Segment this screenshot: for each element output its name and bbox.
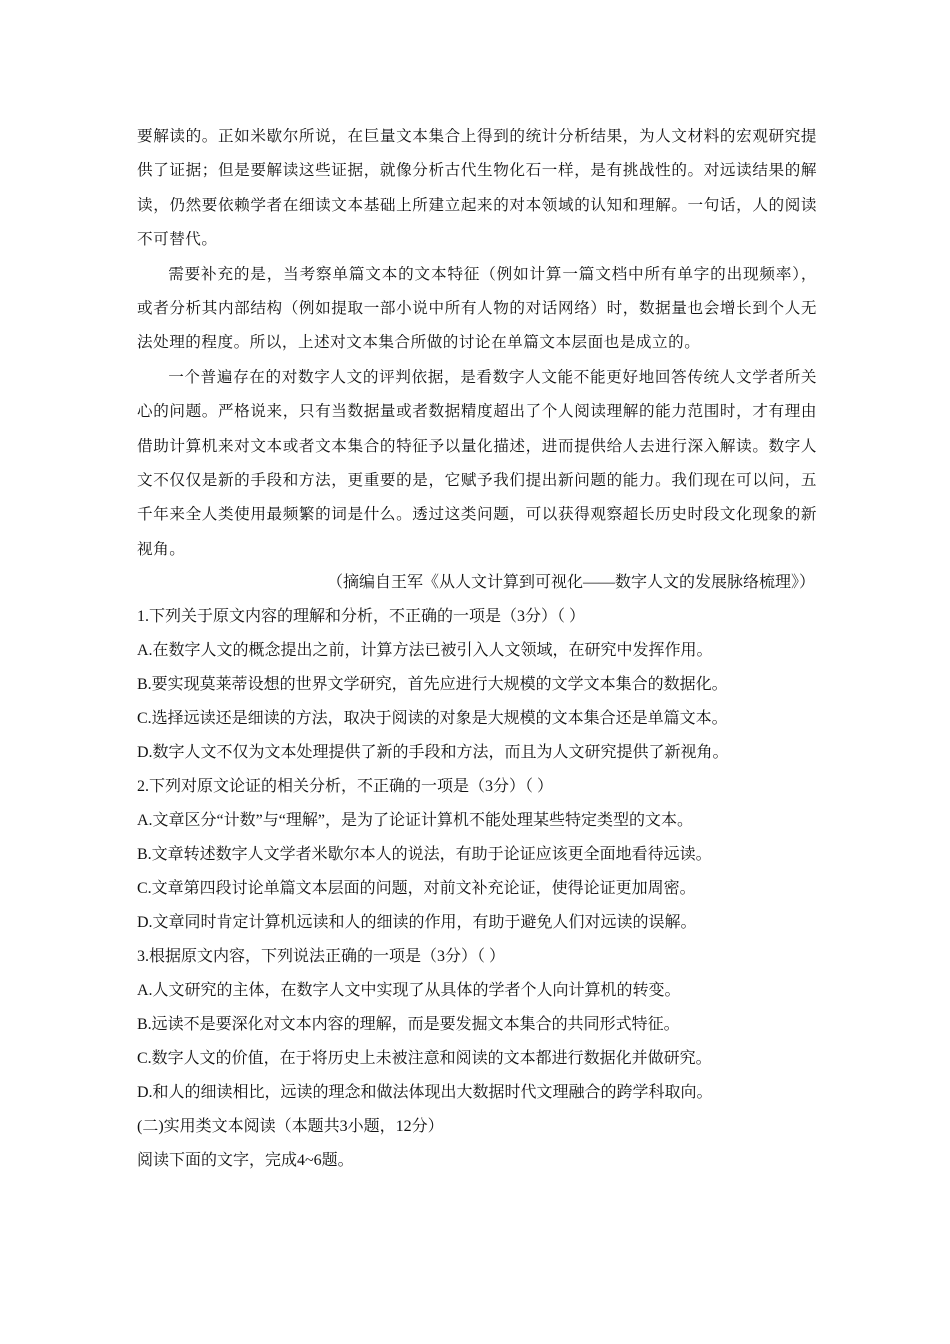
question-3 [137,940,817,1110]
question-list [137,600,817,1178]
question-option-d: D.数字人文不仅为文本处理提供了新的手段和方法，而且为人文研究提供了新视角。 [137,744,729,762]
question-stem: 3.根据原文内容，下列说法正确的一项是（3分）（ ） [137,948,506,966]
section-heading: (二)实用类文本阅读（本题共3小题，12分） [137,1118,444,1136]
question-2 [137,770,817,940]
passage-source: （摘编自王军《从人文计算到可视化——数字人文的发展脉络梳理》） [326,574,815,592]
question-option-b: B.文章转述数字人文学者米歇尔本人的说法，有助于论证应该更全面地看待远读。 [137,846,712,864]
question-option-c: C.文章第四段讨论单篇文本层面的问题，对前文补充论证，使得论证更加周密。 [137,880,696,898]
question-option-c: C.数字人文的价值，在于将历史上未被注意和阅读的文本都进行数据化并做研究。 [137,1050,712,1068]
reading-instruction: 阅读下面的文字，完成4~6题。 [137,1152,354,1170]
question-stem: 2.下列对原文论证的相关分析，不正确的一项是（3分）（ ） [137,778,554,796]
passage-paragraph: 要解读的。正如米歇尔所说，在巨量文本集合上得到的统计分析结果，为人文材料的宏观研究提供了证据；但是要解读这些证据，就像分析古代生物化石一样，是有挑战性的。对远读结果的解读，仍然要依赖学者在细读文本基础上所建立起来的对本领域的认知和理解。一句话，人的阅读不可替代。 [137,127,817,249]
passage-paragraph: 需要补充的是，当考察单篇文本的文本特征（例如计算一篇文档中所有单字的出现频率），或者分析其内部结构（例如提取一部小说中所有人物的对话网络）时，数据量也会增长到个人无法处理的程度。所以，上述对文本集合所做的讨论在单篇文本层面也是成立的。 [137,264,817,352]
question-stem: 1.下列关于原文内容的理解和分析，不正确的一项是（3分）（ ） [137,608,586,626]
question-option-b: B.远读不是要深化对文本内容的理解，而是要发掘文本集合的共同形式特征。 [137,1016,680,1034]
question-option-c: C.选择远读还是细读的方法，取决于阅读的对象是大规模的文本集合还是单篇文本。 [137,710,728,728]
question-option-d: D.和人的细读相比，远读的理念和做法体现出大数据时代文理融合的跨学科取向。 [137,1084,713,1102]
question-option-a: A.文章区分“计数”与“理解”，是为了论证计算机不能处理某些特定类型的文本。 [137,812,693,830]
question-1 [137,600,817,770]
question-option-a: A.在数字人文的概念提出之前，计算方法已被引入人文领域，在研究中发挥作用。 [137,642,713,660]
passage-paragraph: 一个普遍存在的对数字人文的评判依据，是看数字人文能不能更好地回答传统人文学者所关心的问题。严格说来，只有当数据量或者数据精度超出了个人阅读理解的能力范围时，才有理由借助计算机来对文本或者文本集合的特征予以量化描述，进而提供给人去进行深入解读。数字人文不仅仅是新的手段和方法，更重要的是，它赋予我们提出新问题的能力。我们现在可以问，五千年来全人类使用最频繁的词是什么。透过这类问题，可以获得观察超长历史时段文化现象的新视角。 [137,367,817,558]
question-option-a: A.人文研究的主体，在数字人文中实现了从具体的学者个人向计算机的转变。 [137,982,681,1000]
page-content [137,119,817,1178]
question-option-d: D.文章同时肯定计算机远读和人的细读的作用，有助于避免人们对远读的误解。 [137,914,697,932]
reading-passage [137,119,817,566]
question-option-b: B.要实现莫莱蒂设想的世界文学研究，首先应进行大规模的文学文本集合的数据化。 [137,676,728,694]
